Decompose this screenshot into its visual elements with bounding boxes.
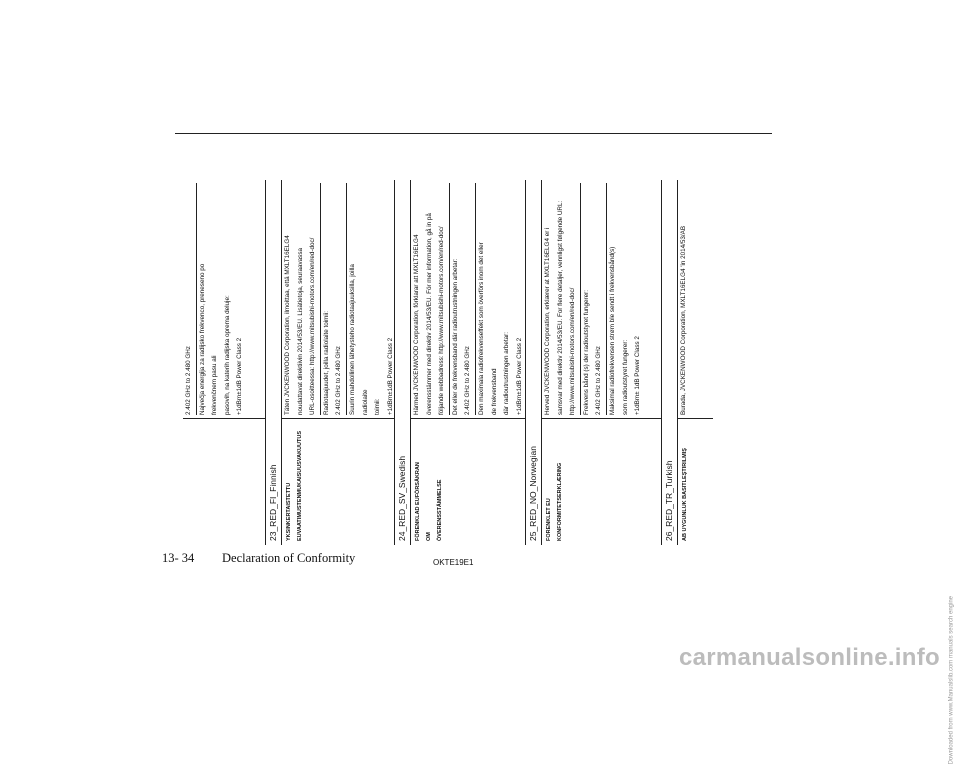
page-number: 13- 34 [162, 551, 195, 565]
table-line: överensstämmer med direktiv 2014/53/EU. För mer information, gå in på [425, 213, 433, 415]
table-row-norwegian [541, 180, 661, 545]
table-row-continuation [183, 180, 265, 545]
table-row-swedish [410, 180, 525, 545]
table-line: noudattavat direktiivin 2014/53/EU. Lisätietoja, seuraavassa [296, 248, 304, 415]
section-text [282, 183, 397, 415]
table-line: pasovih, na katerih radijska oprema deluje: [223, 295, 231, 415]
section-heading-row [661, 180, 677, 545]
table-line: +1dBm± 1dB Power Class 2 [634, 336, 642, 415]
table-row-finnish [281, 180, 394, 545]
table-line: 2.402 GHz to 2.480 GHz [464, 346, 472, 415]
table-line: Suurin mahdollinen lähetysteho radiotaajuuksilla, joilla [346, 183, 360, 415]
table-line: 2.402 GHz to 2.480 GHz [185, 346, 192, 415]
section-heading: 25_RED_NO_Norwegian [528, 446, 538, 541]
table-line: följande webbadress: http://www.mitsubishi-motors.com/en/red-doc/ [438, 226, 446, 415]
section-heading: 23_RED_FI_Finnish [268, 464, 278, 541]
table-line: Täten JVCKENWOOD Corporation, ilmoittaa, että MXLT16ELG4 [284, 235, 291, 415]
table-line: Den maximala radiofrekvenseffekt som överförs inom det eller [475, 183, 489, 415]
table-line: Največja energija za radijsko frekvenco, preneseno po [196, 183, 210, 415]
section-labels [542, 421, 567, 541]
table-line: frekvenčnem pasu ali [211, 355, 219, 415]
watermark: carmanualsonline.info [678, 644, 940, 671]
watermark-small: Downloaded from www.Manualslib.com manuals search engine [948, 596, 954, 764]
table-line: 2.402 GHz to 2.480 GHz [595, 346, 603, 415]
section-label: FÖRENKLAD EUFÖRSÄKRAN [415, 462, 421, 541]
table-line: +1dBm±1dB Power Class 2 [515, 337, 523, 415]
section-labels [411, 421, 446, 541]
section-text [542, 183, 645, 415]
section-heading: 26_RED_TR_Turkish [664, 460, 674, 541]
table-line: Herved JVCKENWOOD Corporation, erklærer at MXLT16ELG4 er i [544, 227, 551, 415]
section-title: Declaration of Conformity [222, 551, 356, 565]
section-label: ÖVERENSSTÄMMELSE [436, 479, 443, 541]
table-line: +1dBm±1dB Power Class 2 [386, 337, 394, 415]
section-label: OM [425, 532, 432, 541]
section-heading-row [265, 180, 281, 545]
table-line: +1dBm±1dB Power Class 2 [236, 337, 244, 415]
table-line: Radiotaajuudet, joilla radiolaite toimii: [320, 183, 334, 415]
doc-code: OKTE19E1 [433, 558, 474, 567]
section-label: FORENKLET EU [546, 498, 552, 541]
table-line: URL-osoitteessa: http://www.mitsubishi-motors.com/en/red-doc/ [309, 237, 317, 415]
table-line: Burada, JVCKENWOOD Corporation, MXLT16ELG4 'in 2014/53/AB [680, 225, 687, 415]
table-row-turkish [677, 180, 713, 545]
section-heading-row [525, 180, 541, 545]
section-heading: 24_RED_SV_Swedish [397, 455, 407, 541]
top-rule [175, 133, 772, 134]
section-label: AB UYGUNLUK BASITLEŞTIRILMIŞ [682, 448, 688, 541]
section-label: YKSINKERTAISTETTU [286, 482, 292, 541]
section-label: KONFORMITETSERKLÆRING [556, 462, 563, 541]
section-labels [678, 421, 692, 541]
conformity-table [183, 180, 713, 545]
table-line: Det eller de frekvensband där radioutrustningen arbetar: [449, 183, 463, 415]
table-line: de frekvensband [490, 368, 498, 415]
continuation-text [183, 183, 247, 415]
table-line: samsvar med direktiv 2014/53/EU. For flere detaljer, vennligst følgende URL: [556, 200, 564, 415]
table-line: Maksimal radiofrekvensen strøm ble sendt i frekvensbånd(s) [606, 183, 620, 415]
section-text [678, 183, 691, 415]
table-line: http://www.mitsubishi-motors.com/en/red-doc/ [569, 287, 577, 415]
section-label: EUVAATIMUSTENMUKAISUUSVAKUUTUS [296, 431, 303, 541]
table-line: toimii: [374, 398, 382, 415]
table-line: som radioutstyret fungerer: [621, 339, 629, 415]
table-line: radiolaite [361, 389, 369, 415]
section-text [411, 183, 526, 415]
table-line: Härmed JVCKENWOOD Corporation, förklarar att MXLT16ELG4 [413, 234, 420, 415]
table-line: 2.402 GHz to 2.480 GHz [335, 346, 343, 415]
section-heading-row [394, 180, 410, 545]
table-line: Frekvens bånd (s) der radioutstyret fungerer: [580, 183, 594, 415]
section-labels [282, 421, 307, 541]
table-line: där radioutrustningen arbetar: [503, 332, 511, 415]
